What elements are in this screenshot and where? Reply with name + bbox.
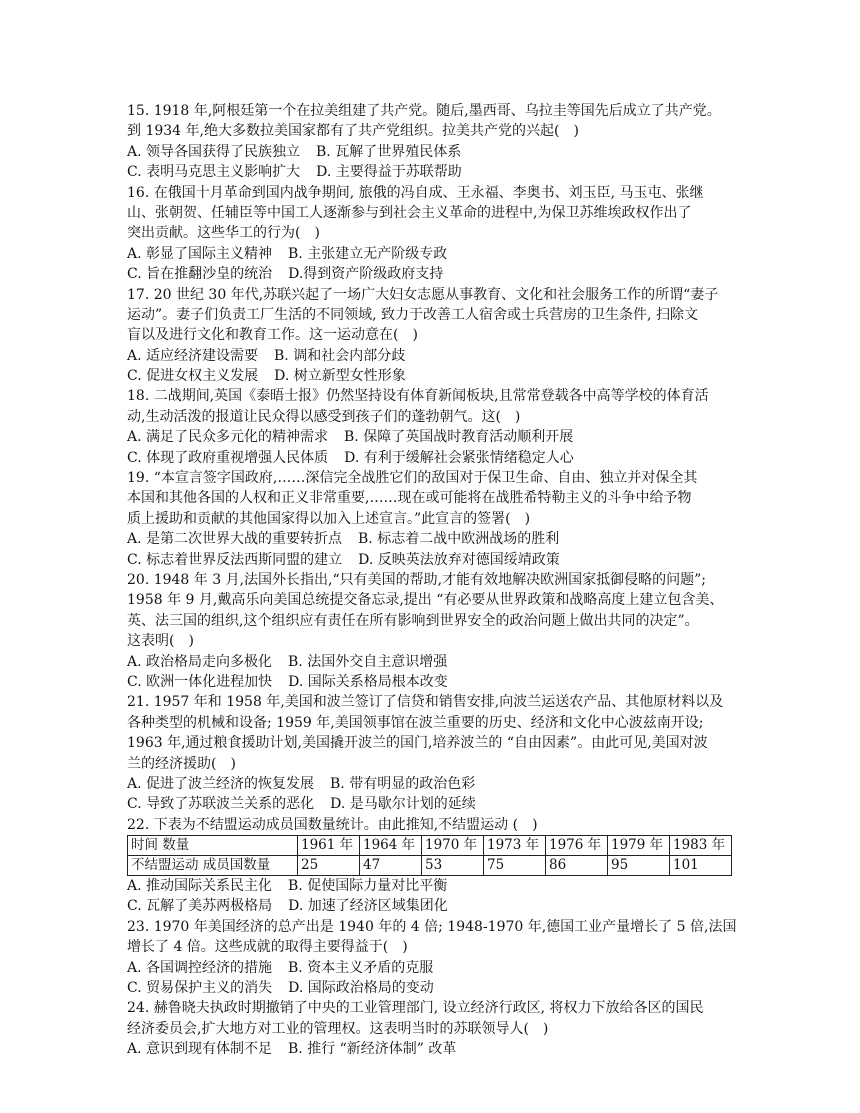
question-stem-continuation: 增长了 4 倍。这些成就的取得主要得益于( ) xyxy=(127,939,408,956)
answer-option[interactable]: A. 是第二次世界大战的重要转折点 xyxy=(127,531,343,548)
answer-option[interactable]: A. 适应经济建设需要 xyxy=(127,347,259,364)
answer-option[interactable]: D. 国际政治格局的变动 xyxy=(288,980,434,997)
table-row xyxy=(128,856,732,876)
question-stem: 19. “本宣言签字国政府,……深信完全战胜它们的敌国对于保卫生命、自由、独立并对保全其 xyxy=(127,470,698,487)
answer-option[interactable]: D. 国际关系格局根本改变 xyxy=(288,673,448,690)
table-cell: 不结盟运动 成员国数量 xyxy=(128,856,298,876)
question-stem: 17. 20 世纪 30 年代,苏联兴起了一场广大妇女志愿从事教育、文化和社会服务工作的所谓“妻子 xyxy=(127,286,719,303)
question-block xyxy=(127,998,757,1059)
question-stem-continuation: 这表明( ) xyxy=(127,633,194,650)
question-block xyxy=(127,183,757,285)
table-cell: 1964 年 xyxy=(360,836,422,856)
answer-option[interactable]: A. 领导各国获得了民族独立 xyxy=(127,143,301,160)
option-row xyxy=(127,978,757,998)
option-row xyxy=(127,448,757,468)
answer-option[interactable]: C. 瓦解了美苏两极格局 xyxy=(127,898,273,915)
answer-option[interactable]: A. 政治格局走向多极化 xyxy=(127,653,273,670)
question-stem-continuation: 经济委员会,扩大地方对工业的管理权。这表明当时的苏联领导人( ) xyxy=(127,1020,549,1037)
table-cell: 1976 年 xyxy=(546,836,608,856)
question-stem-continuation: 动,生动活泼的报道让民众得以感受到孩子们的蓬勃朝气。这( ) xyxy=(127,408,521,425)
answer-option[interactable]: D. 反映英法放弃对德国绥靖政策 xyxy=(358,551,560,568)
option-row xyxy=(127,774,757,794)
question-stem-continuation: 兰的经济援助( ) xyxy=(127,755,236,772)
table-cell: 1983 年 xyxy=(670,836,732,856)
question-block xyxy=(127,468,757,570)
question-stem: 22. 下表为不结盟运动成员国数量统计。由此推知,不结盟运动 ( ) xyxy=(127,816,538,833)
option-row xyxy=(127,142,757,162)
question-stem: 16. 在俄国十月革命到国内战争期间, 旅俄的冯自成、王永福、李奥书、刘玉臣, 马玉屯、张继 xyxy=(127,184,704,201)
table-cell: 86 xyxy=(546,856,608,876)
option-row xyxy=(127,550,757,570)
answer-option[interactable]: C. 导致了苏联波兰关系的恶化 xyxy=(127,796,315,813)
option-row xyxy=(127,346,757,366)
answer-option[interactable]: D. 加速了经济区域集团化 xyxy=(288,898,448,915)
answer-option[interactable]: C. 促进女权主义发展 xyxy=(127,368,259,385)
table-cell: 1970 年 xyxy=(422,836,484,856)
answer-option[interactable]: D. 有利于缓解社会紧张情绪稳定人心 xyxy=(344,449,574,466)
answer-option[interactable]: B. 瓦解了世界殖民体系 xyxy=(316,143,462,160)
question-stem: 21. 1957 年和 1958 年,美国和波兰签订了信贷和销售安排,向波兰运送农产品、其他原材料以及 xyxy=(127,694,724,711)
answer-option[interactable]: A. 彰显了国际主义精神 xyxy=(127,245,273,262)
question-block xyxy=(127,815,757,917)
question-stem-continuation: 质上援助和贡献的其他国家得以加入上述宣言。”此宣言的签署( ) xyxy=(127,510,531,527)
answer-option[interactable]: C. 贸易保护主义的消失 xyxy=(127,980,273,997)
question-stem-continuation: 到 1934 年,绝大多数拉美国家都有了共产党组织。拉美共产党的兴起( ) xyxy=(127,123,579,140)
table-cell: 1979 年 xyxy=(608,836,670,856)
option-row xyxy=(127,529,757,549)
answer-option[interactable]: B. 标志着二战中欧洲战场的胜利 xyxy=(358,531,560,548)
question-stem-continuation: 英、法三国的组织,这个组织应有责任在所有影响到世界安全的政治问题上做出共同的决定”。 xyxy=(127,612,699,629)
question-stem-continuation: 山、张朝贺、任辅臣等中国工人逐渐参与到社会主义革命的进程中,为保卫苏维埃政权作出了 xyxy=(127,204,692,221)
answer-option[interactable]: D.得到资产阶级政府支持 xyxy=(288,266,444,283)
question-stem-continuation: 突出贡献。这些华工的行为( ) xyxy=(127,225,320,242)
question-stem: 23. 1970 年美国经济的总产出是 1940 年的 4 倍; 1948-1970 年,德国工业产量增长了 5 倍,法国 xyxy=(127,918,737,935)
question-block xyxy=(127,917,757,999)
option-row xyxy=(127,264,757,284)
answer-option[interactable]: A. 满足了民众多元化的精神需求 xyxy=(127,429,329,446)
answer-option[interactable]: A. 各国调控经济的措施 xyxy=(127,959,273,976)
option-row xyxy=(127,794,757,814)
option-row xyxy=(127,876,757,896)
question-stem-continuation: 运动”。妻子们负责工厂生活的不同领域, 致力于改善工人宿舍或士兵营房的卫生条件, 扫除文 xyxy=(127,306,698,323)
answer-option[interactable]: C. 表明马克思主义影响扩大 xyxy=(127,164,301,181)
question-stem: 18. 二战期间,英国《泰晤士报》仍然坚持设有体育新闻板块,且常常登载各中高等学校的体育活 xyxy=(127,388,709,405)
table-cell: 53 xyxy=(422,856,484,876)
answer-option[interactable]: C. 标志着世界反法西斯同盟的建立 xyxy=(127,551,343,568)
table-cell: 47 xyxy=(360,856,422,876)
answer-option[interactable]: B. 法国外交自主意识增强 xyxy=(288,653,448,670)
option-row xyxy=(127,672,757,692)
answer-option[interactable]: B. 带有明显的政治色彩 xyxy=(330,775,476,792)
table-cell: 101 xyxy=(670,856,732,876)
answer-option[interactable]: C. 体现了政府重视增强人民体质 xyxy=(127,449,329,466)
option-row xyxy=(127,162,757,182)
member-count-table xyxy=(127,835,732,876)
question-stem: 15. 1918 年,阿根廷第一个在拉美组建了共产党。随后,墨西哥、乌拉圭等国先后成立了共产党。 xyxy=(127,103,721,119)
answer-option[interactable]: B. 推行 “新经济体制” 改革 xyxy=(288,1041,457,1058)
table-cell: 25 xyxy=(298,856,360,876)
answer-option[interactable]: B. 保障了英国战时教育活动顺利开展 xyxy=(344,429,574,446)
question-block xyxy=(127,101,757,183)
question-block xyxy=(127,570,757,692)
table-cell: 95 xyxy=(608,856,670,876)
table-cell: 75 xyxy=(484,856,546,876)
question-stem-continuation: 1958 年 9 月,戴高乐向美国总统提交备忘录,提出 “有必要从世界政策和战略高度上建立包含美、 xyxy=(127,592,724,609)
answer-option[interactable]: C. 欧洲一体化进程加快 xyxy=(127,673,273,690)
question-stem-continuation: 盲以及进行文化和教育工作。这一运动意在( ) xyxy=(127,327,418,344)
answer-option[interactable]: A. 推动国际关系民主化 xyxy=(127,878,273,895)
answer-option[interactable]: B. 资本主义矛盾的克服 xyxy=(288,959,434,976)
option-row xyxy=(127,958,757,978)
table-header-row xyxy=(128,836,732,856)
answer-option[interactable]: A. 意识到现有体制不足 xyxy=(127,1041,273,1058)
option-row xyxy=(127,1039,757,1059)
option-row xyxy=(127,244,757,264)
question-stem: 20. 1948 年 3 月,法国外长指出,“只有美国的帮助,才能有效地解决欧洲国家抵御侵略的问题”; xyxy=(127,571,706,588)
answer-option[interactable]: A. 促进了波兰经济的恢复发展 xyxy=(127,775,315,792)
answer-option[interactable]: B. 调和社会内部分歧 xyxy=(274,347,406,364)
answer-option[interactable]: B. 主张建立无产阶级专政 xyxy=(288,245,448,262)
answer-option[interactable]: D. 树立新型女性形象 xyxy=(274,368,406,385)
question-stem: 24. 赫鲁晓夫执政时期撤销了中央的工业管理部门, 设立经济行政区, 将权力下放给各区的国民 xyxy=(127,1000,704,1017)
question-block xyxy=(127,285,757,387)
question-list xyxy=(127,101,757,1060)
answer-option[interactable]: D. 是马歇尔计划的延续 xyxy=(330,796,476,813)
question-block xyxy=(127,386,757,468)
answer-option[interactable]: D. 主要得益于苏联帮助 xyxy=(316,164,462,181)
answer-option[interactable]: C. 旨在推翻沙皇的统治 xyxy=(127,266,273,283)
question-stem-continuation: 各种类型的机械和设备; 1959 年,美国领事馆在波兰重要的历史、经济和文化中心波兹南开设; xyxy=(127,714,704,731)
option-row xyxy=(127,427,757,447)
question-stem-continuation: 1963 年,通过粮食援助计划,美国撬开波兰的国门,培养波兰的 “自由因素”。由此可见,美国对波 xyxy=(127,735,708,752)
option-row xyxy=(127,366,757,386)
answer-option[interactable]: B. 促使国际力量对比平衡 xyxy=(288,878,448,895)
option-row xyxy=(127,896,757,916)
option-row xyxy=(127,652,757,672)
table-cell: 1973 年 xyxy=(484,836,546,856)
table-cell: 时间 数量 xyxy=(128,836,298,856)
question-block xyxy=(127,692,757,814)
question-stem-continuation: 本国和其他各国的人权和正义非常重要,……现在或可能将在战胜希特勒主义的斗争中给予物 xyxy=(127,490,692,507)
table-cell: 1961 年 xyxy=(298,836,360,856)
